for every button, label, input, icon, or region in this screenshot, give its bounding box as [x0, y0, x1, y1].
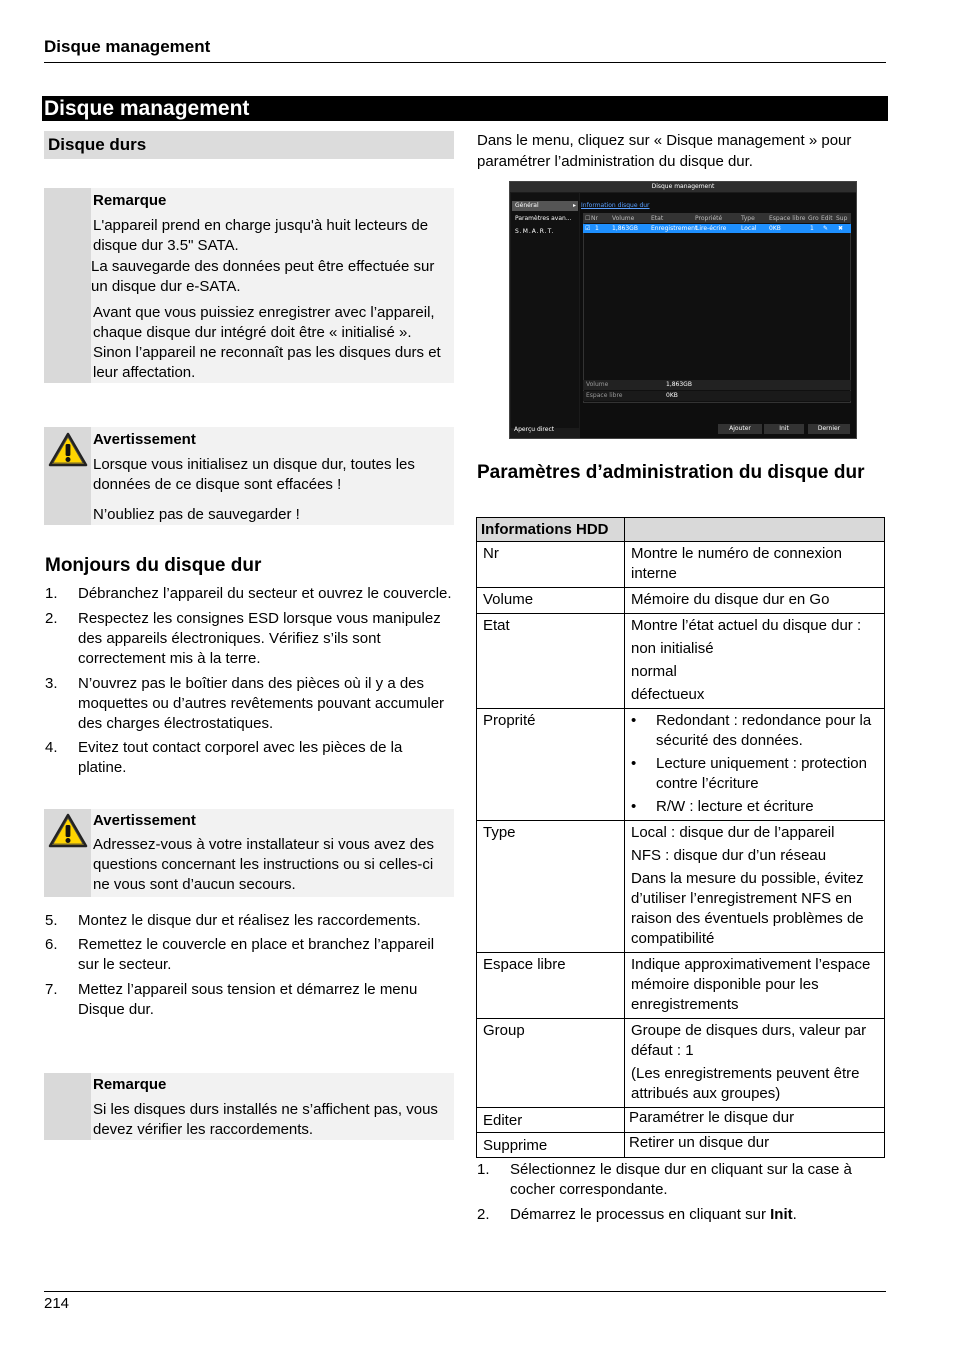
page-title: Disque management [42, 96, 888, 121]
warning-title: Avertissement [93, 431, 196, 448]
table-header-cell [625, 518, 885, 542]
section-heading: Monjours du disque dur [45, 555, 262, 576]
row-label: Volume [477, 588, 625, 614]
add-button[interactable]: Ajouter [718, 424, 762, 434]
row-value: Indique approximativement l’espace mémoire disponible pour les enregistrements [625, 953, 885, 1019]
warning-box [44, 427, 454, 525]
screenshot-live-link[interactable]: Aperçu direct [514, 426, 555, 433]
footer-rule [44, 1291, 886, 1292]
intro-text: Dans le menu, cliquez sur « Disque management » pour paramétrer l’administration du disque dur. [477, 132, 852, 170]
row-label: Espace libre [477, 953, 625, 1019]
list-item: 5. Montez le disque dur et réalisez les raccordements. [45, 912, 421, 929]
table-row [477, 709, 885, 821]
warning-text: Adressez-vous à votre installateur si vous avez des questions concernant les instructions ou si celles-ci ne vous sont d’aucun secours. [93, 836, 434, 893]
row-value: Retirer un disque dur [625, 1133, 885, 1158]
row-value: Montre l’état actuel du disque dur : non initialisé normal défectueux [625, 614, 885, 709]
row-label: Etat [477, 614, 625, 709]
row-label: Type [477, 821, 625, 953]
header-rule [44, 62, 886, 63]
table-row [477, 821, 885, 953]
table-header-row [477, 518, 885, 542]
note-text: Avant que vous puissiez enregistrer avec l’appareil, chaque disque dur intégré doit être « initialisé ». Sinon l’appareil ne reconnaît pas les disques durs et leur affectation. [93, 304, 441, 381]
warning-text: Lorsque vous initialisez un disque dur, toutes les données de ce disque sont effacées ! [93, 456, 415, 493]
warning-icon [48, 432, 88, 468]
screenshot-table-header: ☐ Nr Volume Etat Propriété Type Espace libre Gro Edit Sup [583, 214, 851, 223]
note-text: La sauvegarde des données peut être effectuée sur un disque dur e-SATA. [91, 258, 435, 295]
note-text: Si les disques durs installés ne s’affichent pas, vous devez vérifier les raccordements. [93, 1101, 438, 1138]
table-heading: Paramètres d’administration du disque dur [477, 462, 865, 483]
back-button[interactable]: Dernier [808, 424, 850, 434]
note-box [44, 188, 454, 383]
row-label: Editer [477, 1108, 625, 1133]
warning-icon [48, 813, 88, 849]
warning-title: Avertissement [93, 812, 196, 829]
row-value: Montre le numéro de connexion interne [625, 542, 885, 588]
table-row [477, 542, 885, 588]
list-item: 2. Démarrez le processus en cliquant sur Init. [477, 1206, 797, 1223]
row-value: Groupe de disques durs, valeur par défaut : 1 (Les enregistrements peuvent être attribués aux groupes) [625, 1019, 885, 1108]
screenshot-table-row[interactable]: ☑ 1 1,863GB Enregistrement Lire-écrire Local 0KB 1 ✎ ✖ [583, 224, 851, 233]
hdd-info-table [476, 517, 885, 1158]
row-value: Paramétrer le disque dur [625, 1108, 885, 1133]
screenshot-menu-item[interactable]: Général ▸ [512, 201, 578, 211]
page-number: 214 [44, 1295, 70, 1312]
row-value: Local : disque dur de l’appareil NFS : disque dur d’un réseau Dans la mesure du possible, évitez d’utiliser l’enregistrement NFS en raison des éventuels problèmes de compatibilité [625, 821, 885, 953]
table-row [477, 1133, 885, 1158]
note-gutter [44, 188, 91, 383]
note-box [44, 1073, 454, 1140]
screenshot-menu-item[interactable]: Paramètres avan... [515, 215, 572, 222]
note-text: L'appareil prend en charge jusqu'à huit lecteurs de disque dur 3.5" SATA. [93, 217, 429, 254]
screenshot-menu-item[interactable]: S.M.A.R.T. [515, 228, 555, 235]
table-row [477, 614, 885, 709]
list-item: 3. N’ouvrez pas le boîtier dans des pièces où il y a des moquettes ou d’autres revêtements pouvant accumuler des charges électrostatiques. [45, 675, 445, 732]
section-banner: Disque durs [44, 131, 454, 159]
table-row [477, 1019, 885, 1108]
row-label: Supprime [477, 1133, 625, 1158]
screenshot-tab[interactable]: Information disque dur [581, 202, 650, 209]
delete-icon[interactable]: ✖ [838, 225, 844, 232]
list-item: 6. Remettez le couvercle en place et branchez l’appareil sur le secteur. [45, 936, 435, 973]
warning-text: N’oubliez pas de sauvegarder ! [93, 506, 300, 523]
table-header-cell: Informations HDD [477, 518, 625, 542]
screenshot-title: Disque management [510, 182, 856, 192]
table-row [477, 953, 885, 1019]
init-button[interactable]: Init [764, 424, 804, 434]
list-item: 7. Mettez l’appareil sous tension et démarrez le menu Disque dur. [45, 981, 418, 1018]
note-gutter [44, 1073, 91, 1140]
warning-box [44, 809, 454, 897]
list-item: 2. Respectez les consignes ESD lorsque vous manipulez des appareils électroniques. Vérifiez s’ils sont correctement mis à la terre. [45, 610, 441, 667]
list-item: 1. Sélectionnez le disque dur en cliquant sur la case à cocher correspondante. [477, 1161, 852, 1198]
row-label: Proprité [477, 709, 625, 821]
list-item: 1. Débranchez l’appareil du secteur et ouvrez le couvercle. [45, 585, 452, 602]
row-value: Mémoire du disque dur en Go [625, 588, 885, 614]
note-title: Remarque [93, 1076, 167, 1093]
row-value: • Redondant : redondance pour la sécurité des données. • Lecture uniquement : protection contre l’écriture • R/W : lecture et écriture [625, 709, 885, 821]
table-row [477, 1108, 885, 1133]
row-label: Group [477, 1019, 625, 1108]
edit-icon[interactable]: ✎ [823, 225, 829, 232]
dvr-screenshot: Disque management Général ▸ Paramètres avan... S.M.A.R.T. Aperçu direct Information disque dur ☐ Nr Volume Etat Propriété Type Espace libre Gro Edit Sup ☑ 1 1,863GB Enregistrement Lire-écrire Local 0KB 1 ✎ ✖ Volume 1,863GB Espace libre 0KB Ajouter Init Dernier [509, 181, 857, 439]
running-header: Disque management [44, 37, 211, 56]
note-title: Remarque [93, 192, 167, 209]
list-item: 4. Evitez tout contact corporel avec les pièces de la platine. [45, 739, 403, 776]
table-row [477, 588, 885, 614]
row-label: Nr [477, 542, 625, 588]
